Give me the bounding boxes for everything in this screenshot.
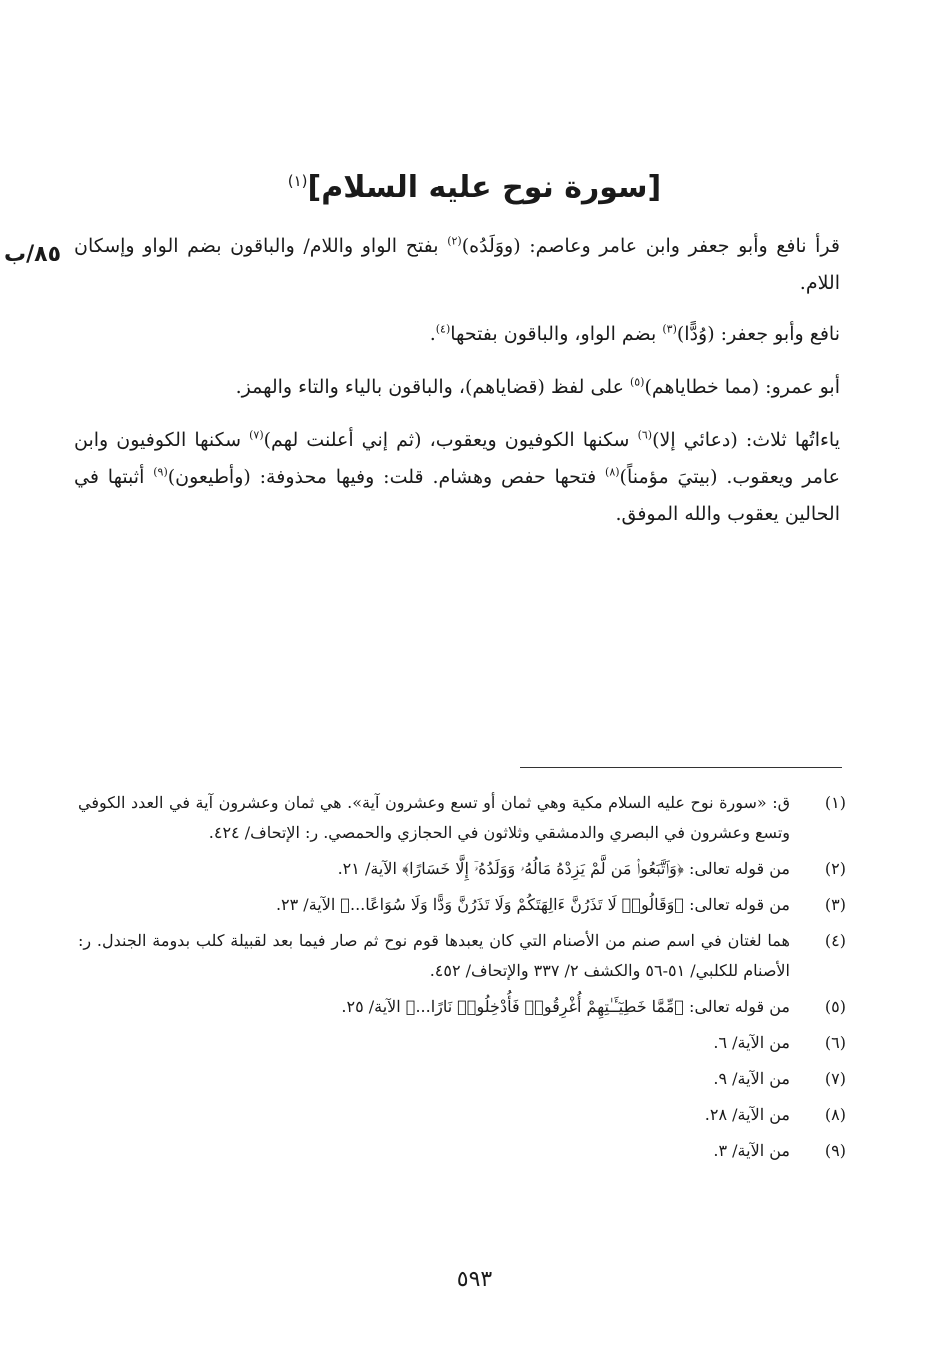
heading-footnote-ref: (١)	[287, 172, 308, 190]
footnote-number: (٥)	[824, 997, 846, 1016]
footnote-text: من الآية/ ٣.	[713, 1141, 790, 1160]
surah-heading	[0, 170, 949, 205]
footnotes	[78, 788, 846, 1172]
footnote-text: هما لغتان في اسم صنم من الأصنام التي كان يعبدها قوم نوح ثم صار فيما بعد لقبيلة كلب بدومة الجندل. ر: الأصنام للكلبي/ ٥١-٥٦ والكشف ٢/ ٣٣٧ والإتحاف/ ٤٥٢.	[78, 931, 790, 980]
footnote-number: (٨)	[824, 1105, 846, 1124]
footnote	[78, 1100, 846, 1130]
footnote	[78, 992, 846, 1022]
footnote-ref: (٢)	[447, 234, 462, 248]
footnote-text: ق: «سورة نوح عليه السلام مكية وهي ثمان أو تسع وعشرون آية». هي ثمان وعشرون آية في العدد الكوفي وتسع وعشرون في البصري والدمشقي وثلاثون في الحجازي والحمصي. ر: الإتحاف/ ٤٢٤.	[78, 793, 790, 842]
text-run: ياءاتُها ثلاث: (دعائي إلا)	[652, 429, 841, 451]
text-run: أثبتها في الحالين يعقوب والله الموفق.	[74, 466, 840, 525]
text-run: سكنها الكوفيون وابن عامر ويعقوب. (بيتيَ مؤمناً)	[74, 429, 840, 488]
footnote	[78, 1064, 846, 1094]
footnote	[78, 1028, 846, 1058]
main-text	[74, 228, 840, 549]
text-run: .	[429, 323, 436, 345]
footnote-ref: (٤)	[435, 322, 451, 336]
footnote-text: من الآية/ ٢٨.	[704, 1105, 790, 1124]
manuscript-folio-mark: ٨٥/ب	[4, 242, 62, 267]
footnote-text: من قوله تعالى: ﴿مِّمَّا خَطِيٓـَٔـٰتِهِمْ أُغْرِقُوا۟ فَأُدْخِلُوا۟ نَارًا...﴾ الآية/ ٢٥.	[341, 997, 790, 1016]
text-run: بضم الواو، والباقون بفتحها	[450, 323, 663, 345]
footnote	[78, 788, 846, 848]
footnote-number: (٩)	[824, 1141, 846, 1160]
footnote-ref: (٧)	[249, 428, 264, 442]
paragraph-3	[74, 369, 840, 406]
footnote-number: (١)	[824, 793, 846, 812]
page-number: ٥٩٣	[456, 1267, 493, 1292]
footnote-ref: (٥)	[629, 375, 645, 389]
text-run: أبو عمرو: (مما خطاياهم)	[644, 376, 840, 398]
heading-text: [سورة نوح عليه السلام]	[307, 170, 662, 205]
footnote	[78, 854, 846, 884]
footnote-ref: (٩)	[153, 465, 168, 479]
paragraph-1	[74, 228, 840, 302]
text-run: على لفظ (قضاياهم)، والباقون بالياء والتاء والهمز.	[235, 376, 630, 398]
footnote-ref: (٨)	[605, 465, 620, 479]
footnote	[78, 890, 846, 920]
text-run: نافع وأبو جعفر: (وُدًّا)	[676, 323, 840, 345]
footnote-text: من الآية/ ٩.	[713, 1069, 790, 1088]
footnote-text: من قوله تعالى: ﴿وَقَالُوا۟ لَا تَذَرُنَّ ءَالِهَتَكُمْ وَلَا تَذَرُنَّ وَدًّا وَلَا سُوَاعًا...﴾ الآية/ ٢٣.	[275, 895, 790, 914]
footnote-ref: (٣)	[662, 322, 677, 336]
text-run: سكنها الكوفيون ويعقوب، (ثم إني أعلنت لهم)	[263, 429, 638, 451]
footnote-number: (٢)	[824, 859, 846, 878]
paragraph-2	[74, 316, 840, 353]
footnote	[78, 926, 846, 986]
paragraph-4	[74, 422, 840, 533]
footnote-text: من الآية/ ٦.	[713, 1033, 790, 1052]
footnote-separator	[520, 767, 842, 768]
footnote-number: (٧)	[824, 1069, 846, 1088]
footnote-number: (٤)	[824, 931, 846, 950]
footnote-text: من قوله تعالى: ﴿وَٱتَّبَعُوا۟ مَن لَّمْ يَزِدْهُ مَالُهُۥ وَوَلَدُهُۥٓ إِلَّا خَسَارًا﴾ الآية/ ٢١.	[337, 859, 790, 878]
text-run: قرأ نافع وأبو جعفر وابن عامر وعاصم: (ووَلَدُه)	[461, 235, 841, 257]
footnote-ref: (٦)	[637, 428, 653, 442]
text-run: بفتح الواو واللام/ والباقون بضم الواو وإسكان اللام.	[74, 235, 840, 294]
footnote-number: (٦)	[824, 1033, 846, 1052]
text-run: فتحها حفص وهشام. قلت: وفيها محذوفة: (وأطيعون)	[167, 466, 606, 488]
footnote	[78, 1136, 846, 1166]
footnote-number: (٣)	[824, 895, 846, 914]
